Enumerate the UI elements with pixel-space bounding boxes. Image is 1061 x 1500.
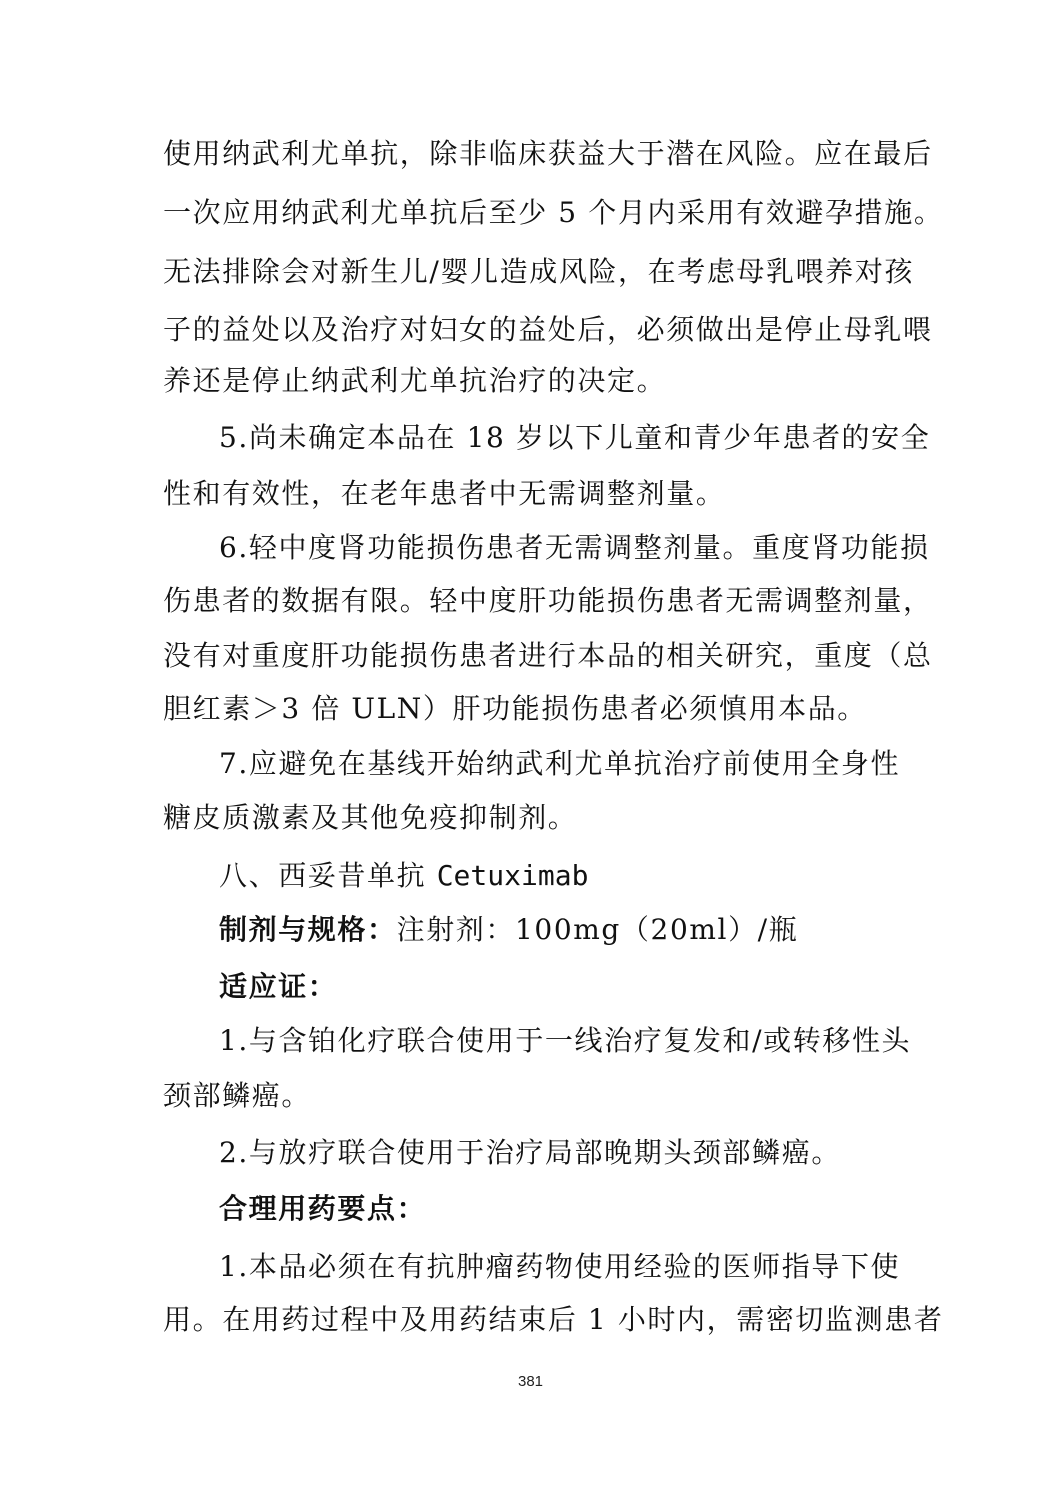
body-line: 使用纳武利尤单抗，除非临床获益大于潜在风险。应在最后 (163, 137, 933, 170)
formulation-value: 注射剂：100mg（20ml）/瓶 (396, 913, 799, 946)
section-heading (219, 856, 903, 896)
body-line: 伤患者的数据有限。轻中度肝功能损伤患者无需调整剂量， (163, 584, 933, 617)
body-line: 无法排除会对新生儿/婴儿造成风险，在考虑母乳喂养对孩 (163, 255, 915, 288)
body-line: 7.应避免在基线开始纳武利尤单抗治疗前使用全身性 (219, 747, 901, 780)
body-line: 糖皮质激素及其他免疫抑制剂。 (163, 801, 578, 834)
rational-use-line: 1.本品必须在有抗肿瘤药物使用经验的医师指导下使 (219, 1250, 901, 1283)
indication-line: 1.与含铂化疗联合使用于一线治疗复发和/或转移性头 (219, 1024, 912, 1057)
formulation-label: 制剂与规格： (219, 913, 397, 946)
body-line: 养还是停止纳武利尤单抗治疗的决定。 (163, 364, 667, 397)
indication-line: 颈部鳞癌。 (163, 1079, 312, 1112)
body-line: 6.轻中度肾功能损伤患者无需调整剂量。重度肾功能损 (219, 531, 930, 564)
section-heading-en: Cetuximab (436, 859, 589, 892)
body-line: 一次应用纳武利尤单抗后至少 5 个月内采用有效避孕措施。 (163, 196, 944, 229)
body-line: 子的益处以及治疗对妇女的益处后，必须做出是停止母乳喂 (163, 313, 933, 346)
body-line: 没有对重度肝功能损伤患者进行本品的相关研究，重度（总 (163, 639, 933, 672)
body-line: 性和有效性，在老年患者中无需调整剂量。 (163, 477, 726, 510)
indication-line: 2.与放疗联合使用于治疗局部晚期头颈部鳞癌。 (219, 1136, 841, 1169)
body-line: 5.尚未确定本品在 18 岁以下儿童和青少年患者的安全 (219, 421, 931, 454)
indications-label: 适应证： (219, 970, 338, 1003)
rational-use-label: 合理用药要点： (219, 1192, 427, 1225)
section-heading-cn: 八、西妥昔单抗 (219, 859, 437, 892)
body-line: 胆红素＞3 倍 ULN）肝功能损伤患者必须慎用本品。 (163, 692, 867, 725)
formulation-line (219, 910, 903, 950)
rational-use-line: 用。在用药过程中及用药结束后 1 小时内，需密切监测患者 (163, 1303, 944, 1336)
page-number: 381 (517, 1373, 544, 1390)
